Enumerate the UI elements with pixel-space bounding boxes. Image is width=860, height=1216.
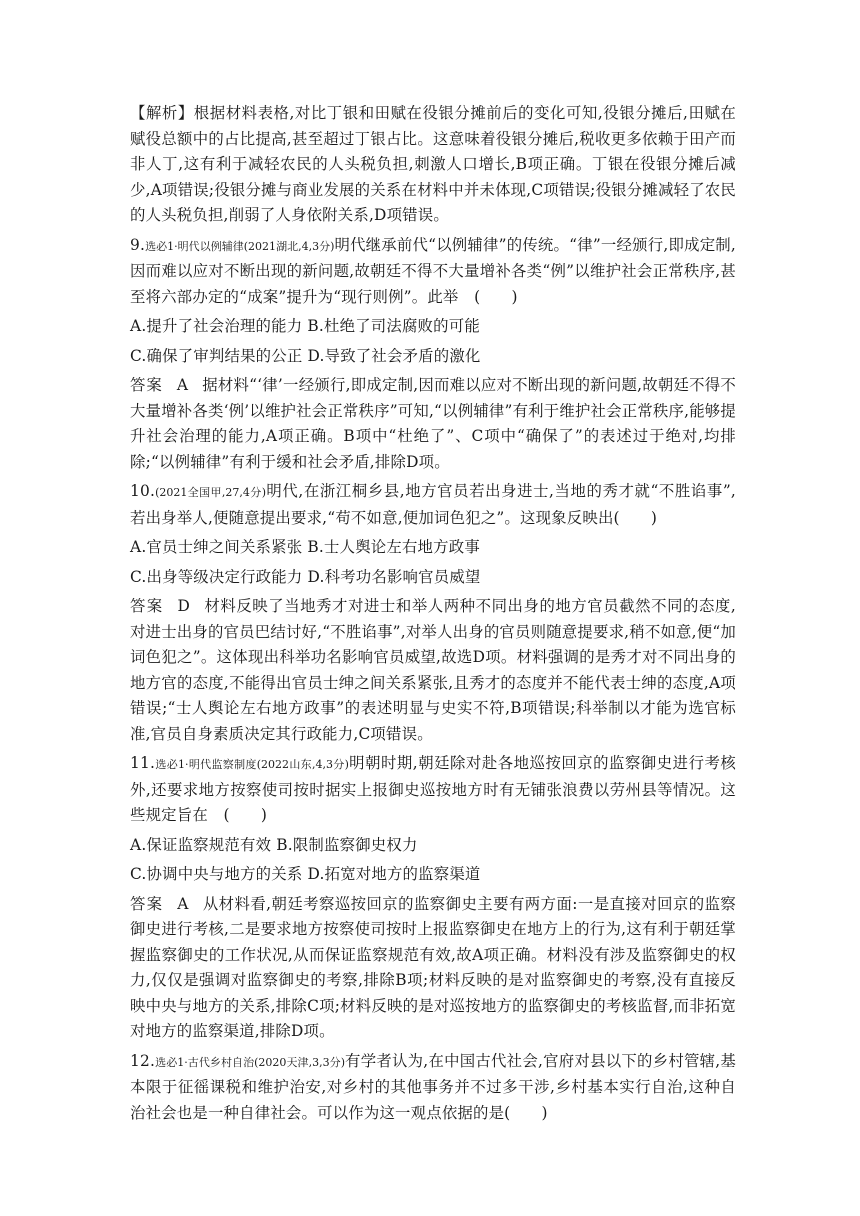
question-number: 9.	[130, 235, 146, 254]
question-number: 10.	[130, 482, 156, 500]
question-9-options-ab: A.提升了社会治理的能力 B.杜绝了司法腐败的可能	[130, 317, 480, 335]
question-10-stem	[130, 479, 736, 531]
answer-letter: A	[176, 376, 189, 394]
question-9-answer	[130, 373, 736, 475]
question-11-stem	[130, 751, 736, 829]
question-source: 选必1·明代监察制度(2022山东,4,3分)	[155, 758, 349, 771]
answer-label: 答案	[130, 894, 164, 913]
question-10-options-ab: A.官员士绅之间关系紧张 B.士人舆论左右地方政事	[130, 538, 480, 556]
question-number: 11.	[130, 754, 156, 772]
question-stem-text: 有学者认为,在中国古代社会,官府对县以下的乡村管辖,基本限于征徭课税和维护治安,对乡村的其他事务并不过多干涉,乡村基本实行自治,这种自治社会也是一种自律社会。可以作为这一观点依据的是( )	[130, 1051, 736, 1122]
question-11-options-ab: A.保证监察规范有效 B.限制监察御史权力	[130, 835, 418, 854]
question-10-answer	[130, 594, 736, 747]
question-11-options-cd: C.协调中央与地方的关系 D.拓宽对地方的监察渠道	[130, 865, 481, 883]
question-source: (2021全国甲,27,4分)	[155, 486, 266, 499]
question-11-answer	[130, 892, 736, 1045]
analysis-text: 根据材料表格,对比丁银和田赋在役银分摊前后的变化可知,役银分摊后,田赋在赋役总额中的占比提高,甚至超过丁银占比。这意味着役银分摊后,税收更多依赖于田产而非人丁,这有利于减轻农民的人头税负担,刺激人口增长,B项正确。丁银在役银分摊后减少,A项错误;役银分摊与商业发展的关系在材料中并未体现,C项错误;役银分摊减轻了农民的人头税负担,削弱了人身依附关系,D项错误。	[130, 104, 736, 224]
question-9-stem	[130, 233, 736, 311]
question-9-options-cd: C.确保了审判结果的公正 D.导致了社会矛盾的激化	[130, 346, 481, 365]
page-content	[130, 101, 736, 1130]
question-number: 12.	[130, 1051, 156, 1070]
answer-label: 答案	[130, 597, 164, 615]
analysis-label: 【解析】	[130, 104, 194, 122]
answer-letter: D	[177, 597, 191, 615]
question-source: 选必1·明代以例辅律(2021湖北,4,3分)	[145, 239, 335, 253]
answer-explanation: 从材料看,朝廷考察巡按回京的监察御史主要有两方面:一是直接对回京的监察御史进行考核,二是要求地方按察使司按时上报监察御史在地方上的行为,这有利于朝廷掌握监察御史的工作状况,从而保证监察规范有效,故A项正确。材料没有涉及监察御史的权力,仅仅是强调对监察御史的考察,排除B项;材料反映的是对监察御史的考察,没有直接反映中央与地方的关系,排除C项;材料反映的是对巡按地方的监察御史的考核监督,而非拓宽对地方的监察渠道,排除D项。	[130, 894, 736, 1040]
question-source: 选必1·古代乡村自治(2020天津,3,3分)	[155, 1055, 345, 1069]
answer-explanation: 材料反映了当地秀才对进士和举人两种不同出身的地方官员截然不同的态度,对进士出身的官员巴结讨好,“不胜谄事”,对举人出身的官员则随意提要求,稍不如意,便“加词色犯之”。这体现出科举功名影响官员威望,故选D项。材料强调的是秀才对不同出身的地方官的态度,不能得出官员士绅之间关系紧张,且秀才的态度并不能代表士绅的态度,A项错误;“士人舆论左右地方政事”的表述明显与史实不符,B项错误;科举制以才能为选官标准,官员自身素质决定其行政能力,C项错误。	[130, 597, 736, 743]
answer-explanation: 据材料“‘律’一经颁行,即成定制,因而难以应对不断出现的新问题,故朝廷不得不大量增补各类‘例’以维护社会正常秩序”可知,“以例辅律”有利于维护社会正常秩序,能够提升社会治理的能力,A项正确。B项中“杜绝了”、C项中“确保了”的表述过于绝对,均排除;“以例辅律”有利于缓和社会矛盾,排除D项。	[130, 376, 736, 471]
analysis-paragraph	[130, 101, 736, 229]
answer-letter: A	[177, 894, 189, 913]
question-stem-text: 明朝时期,朝廷除对赴各地巡按回京的监察御史进行考核外,还要求地方按察使司按时据实上报御史巡按地方时有无铺张浪费以劳州县等情况。这些规定旨在 ( )	[130, 754, 736, 824]
question-stem-text: 明代,在浙江桐乡县,地方官员若出身进士,当地的秀才就“不胜谄事”,若出身举人,便随意提出要求,“苟不如意,便加词色犯之”。这现象反映出( )	[130, 482, 736, 527]
question-12-stem	[130, 1049, 736, 1127]
question-10-options-cd: C.出身等级决定行政能力 D.科考功名影响官员威望	[130, 567, 481, 586]
answer-label: 答案	[130, 376, 163, 394]
question-stem-text: 明代继承前代“以例辅律”的传统。“律”一经颁行,即成定制,因而难以应对不断出现的新问题,故朝廷不得不大量增补各类“例”以维护社会正常秩序,甚至将六部办定的“成案”提升为“现行则例”。此举 ( )	[130, 235, 737, 306]
